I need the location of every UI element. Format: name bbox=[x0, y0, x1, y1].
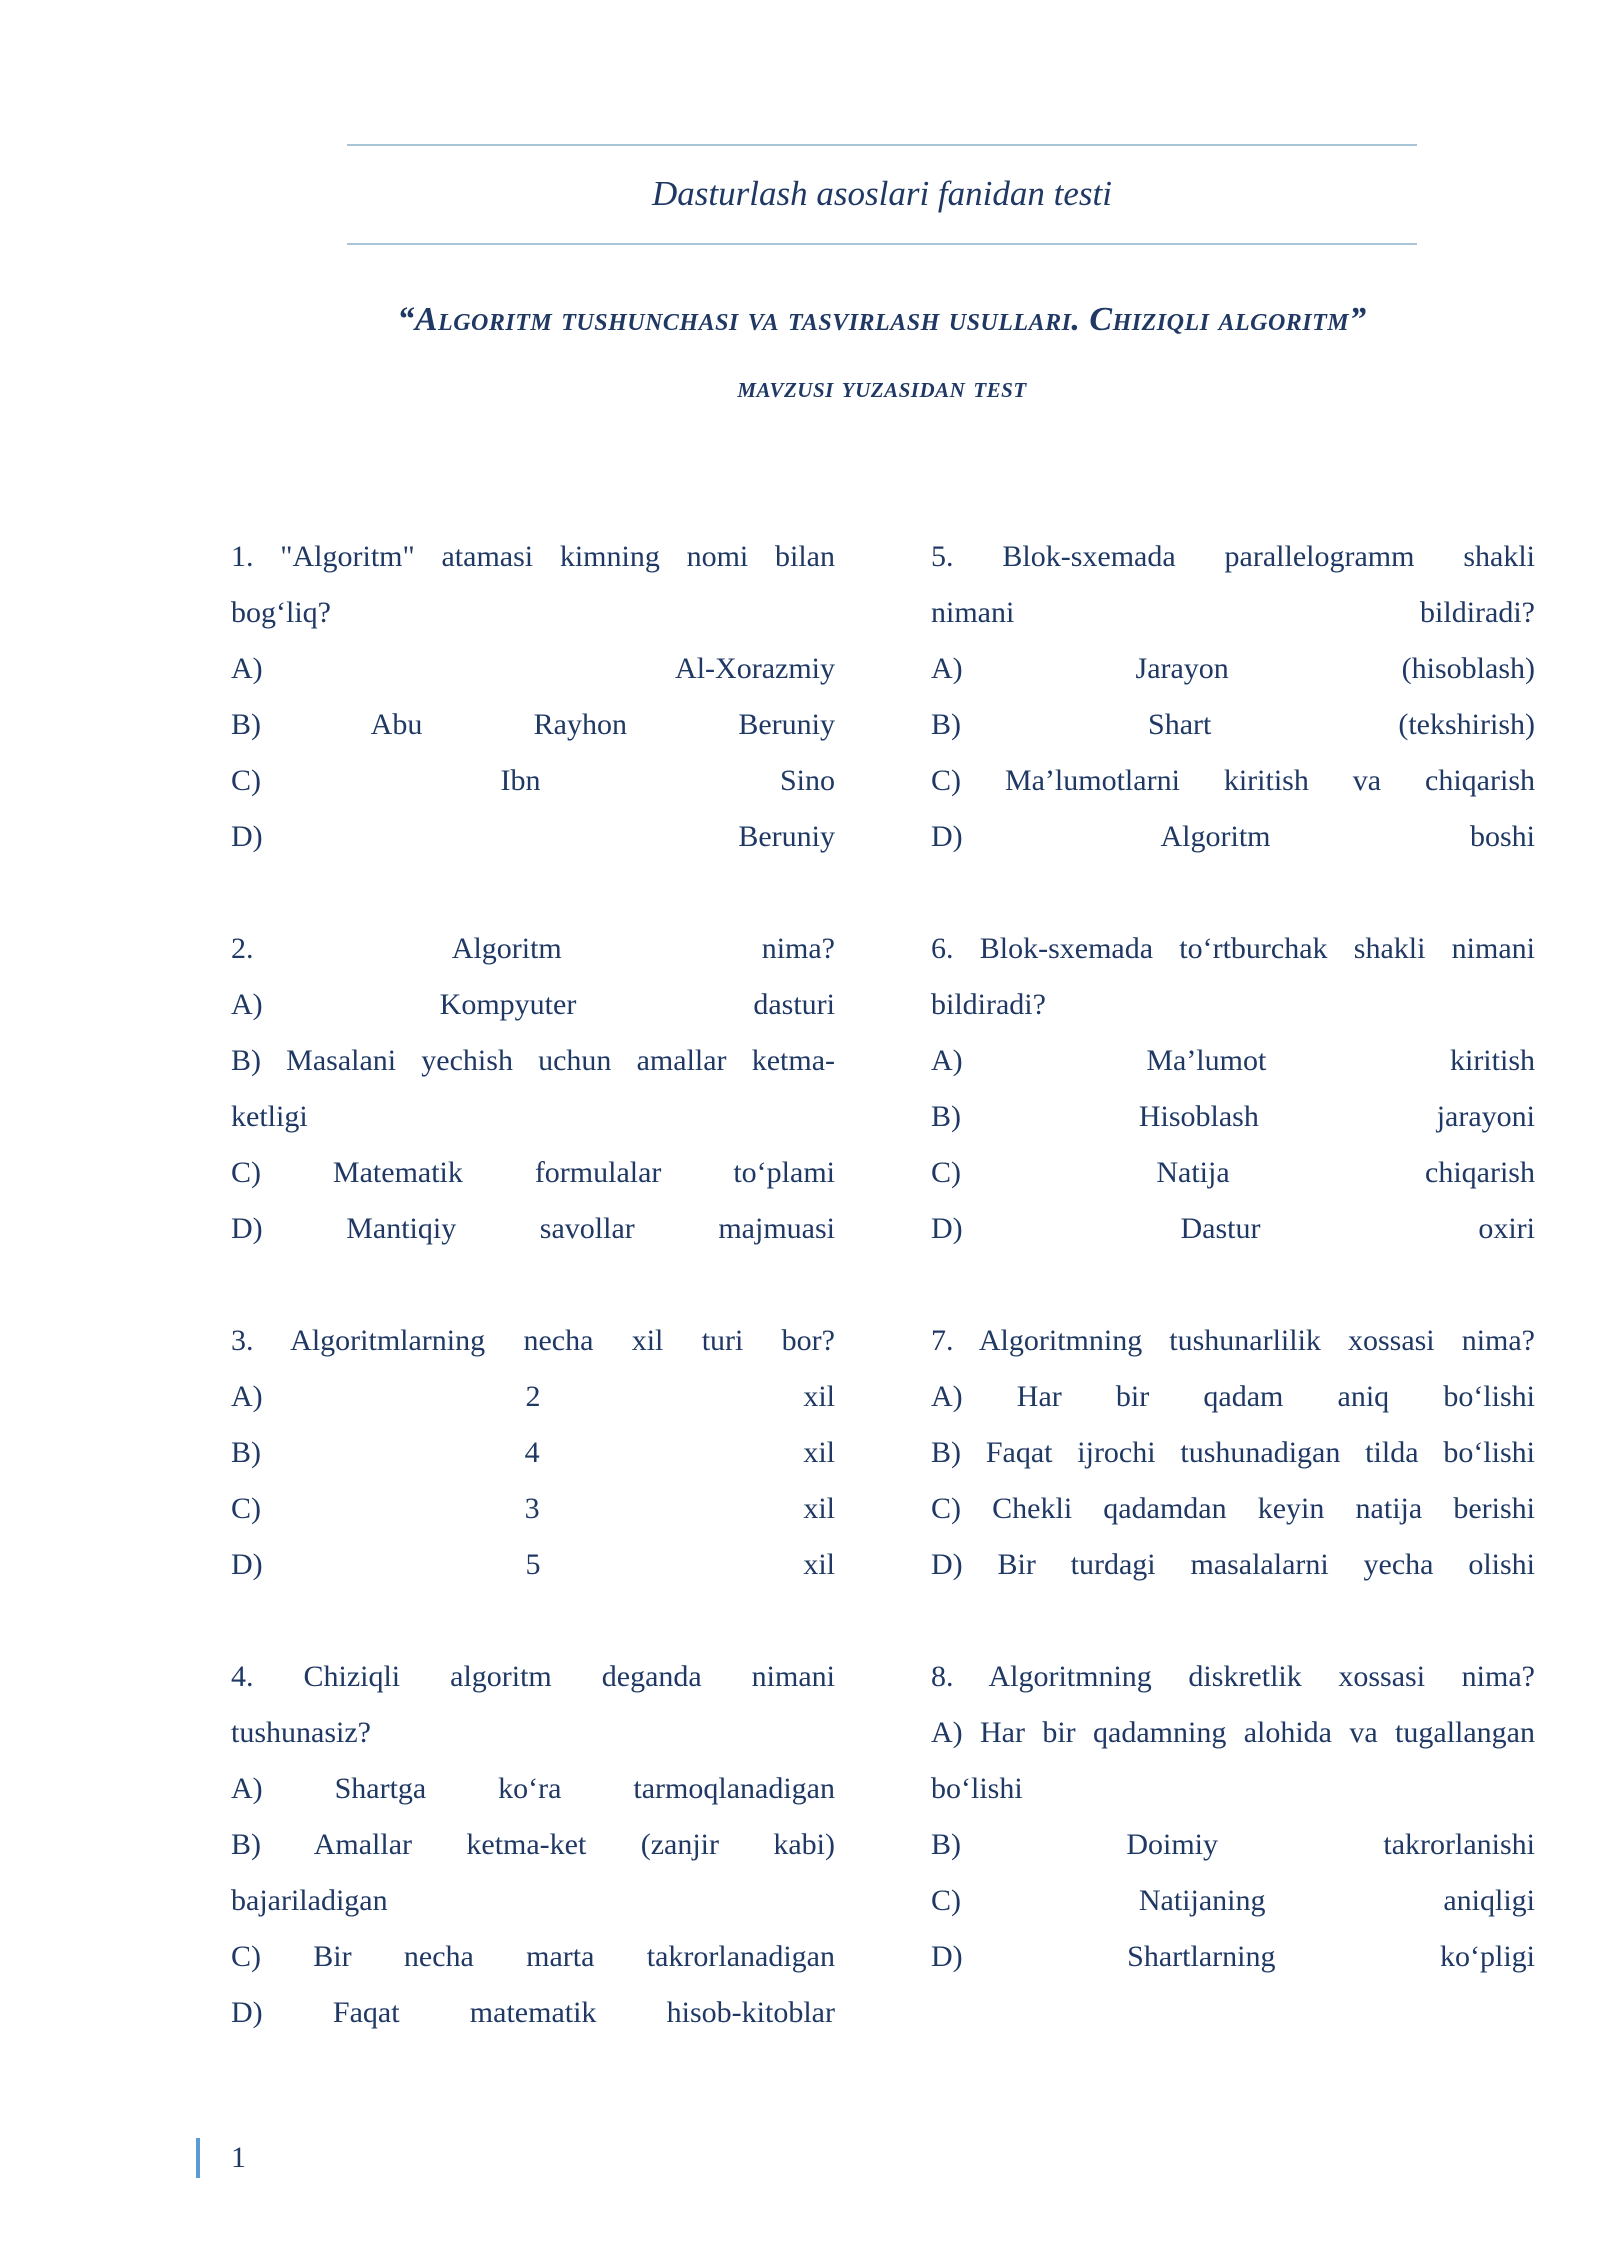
question-5 bbox=[931, 529, 1535, 865]
question-text: 4. Chiziqli algoritm deganda nimani bbox=[231, 1660, 835, 1693]
option-c: C) Bir necha marta takrorlanadigan bbox=[231, 1940, 835, 1973]
option-d: D) 5 xil bbox=[231, 1548, 835, 1581]
option-a: A) Har bir qadam aniq bo‘lishi bbox=[931, 1380, 1535, 1413]
option-d: D) Mantiqiy savollar majmuasi bbox=[231, 1212, 835, 1245]
question-text: 3. Algoritmlarning necha xil turi bor? bbox=[231, 1324, 835, 1357]
question-text: 1. "Algoritm" atamasi kimning nomi bilan bbox=[231, 540, 835, 573]
option-b: B) Amallar ketma-ket (zanjir kabi) bbox=[231, 1828, 835, 1861]
option-b: B) Shart (tekshirish) bbox=[931, 708, 1535, 741]
questions-right-column bbox=[931, 529, 1535, 2041]
option-c: C) 3 xil bbox=[231, 1492, 835, 1525]
page-number: 1 bbox=[231, 2141, 246, 2174]
option-b: B) 4 xil bbox=[231, 1436, 835, 1469]
option-d: D) Shartlarning ko‘pligi bbox=[931, 1940, 1535, 1973]
question-text-continued: bog‘liq? bbox=[231, 596, 331, 629]
option-c: C) Ma’lumotlarni kiritish va chiqarish bbox=[931, 764, 1535, 797]
option-c: C) Matematik formulalar to‘plami bbox=[231, 1156, 835, 1189]
option-b: B) Abu Rayhon Beruniy bbox=[231, 708, 835, 741]
option-c: C) Ibn Sino bbox=[231, 764, 835, 797]
option-b: B) Faqat ijrochi tushunadigan tilda bo‘lishi bbox=[931, 1436, 1535, 1469]
question-4 bbox=[231, 1649, 835, 2041]
header-bottom-rule bbox=[347, 243, 1417, 245]
option-a: A) Kompyuter dasturi bbox=[231, 988, 835, 1021]
option-a-continued: bo‘lishi bbox=[931, 1772, 1023, 1805]
topic-title-line-2: mavzusi yuzasidan test bbox=[737, 371, 1027, 404]
option-a: A) Har bir qadamning alohida va tugallangan bbox=[931, 1716, 1535, 1749]
question-2 bbox=[231, 921, 835, 1257]
option-a: A) Jarayon (hisoblash) bbox=[931, 652, 1535, 685]
option-a: A) Al-Xorazmiy bbox=[231, 652, 835, 685]
footer-accent-bar bbox=[196, 2138, 200, 2178]
option-a: A) Shartga ko‘ra tarmoqlanadigan bbox=[231, 1772, 835, 1805]
topic-title-line-1: “Algoritm tushunchasi va tasvirlash usullari. Chiziqli algoritm” bbox=[397, 301, 1367, 338]
question-6 bbox=[931, 921, 1535, 1257]
option-d: D) Algoritm boshi bbox=[931, 820, 1535, 853]
question-8 bbox=[931, 1649, 1535, 1985]
option-d: D) Beruniy bbox=[231, 820, 835, 853]
option-b: B) Doimiy takrorlanishi bbox=[931, 1828, 1535, 1861]
header-title: Dasturlash asoslari fanidan testi bbox=[652, 174, 1112, 213]
question-3 bbox=[231, 1313, 835, 1593]
question-text-continued: tushunasiz? bbox=[231, 1716, 371, 1749]
question-text-continued: bildiradi? bbox=[931, 988, 1046, 1021]
option-b: B) Hisoblash jarayoni bbox=[931, 1100, 1535, 1133]
question-text: 5. Blok-sxemada parallelogramm shakli bbox=[931, 540, 1535, 573]
option-b-continued: bajariladigan bbox=[231, 1884, 388, 1917]
question-text: 2. Algoritm nima? bbox=[231, 932, 835, 965]
option-a: A) 2 xil bbox=[231, 1380, 835, 1413]
question-text: 7. Algoritmning tushunarlilik xossasi nima? bbox=[931, 1324, 1535, 1357]
question-text: 8. Algoritmning diskretlik xossasi nima? bbox=[931, 1660, 1535, 1693]
option-d: D) Faqat matematik hisob-kitoblar bbox=[231, 1996, 835, 2029]
option-d: D) Dastur oxiri bbox=[931, 1212, 1535, 1245]
questions-left-column bbox=[231, 529, 835, 2097]
option-c: C) Natijaning aniqligi bbox=[931, 1884, 1535, 1917]
question-1 bbox=[231, 529, 835, 865]
option-d: D) Bir turdagi masalalarni yecha olishi bbox=[931, 1548, 1535, 1581]
option-c: C) Natija chiqarish bbox=[931, 1156, 1535, 1189]
question-text: 6. Blok-sxemada to‘rtburchak shakli nimani bbox=[931, 932, 1535, 965]
option-c: C) Chekli qadamdan keyin natija berishi bbox=[931, 1492, 1535, 1525]
header-top-rule bbox=[347, 144, 1417, 146]
option-a: A) Ma’lumot kiritish bbox=[931, 1044, 1535, 1077]
option-b: B) Masalani yechish uchun amallar ketma- bbox=[231, 1044, 835, 1077]
option-b-continued: ketligi bbox=[231, 1100, 308, 1133]
question-7 bbox=[931, 1313, 1535, 1593]
question-text-continued: nimani bildiradi? bbox=[931, 596, 1535, 629]
